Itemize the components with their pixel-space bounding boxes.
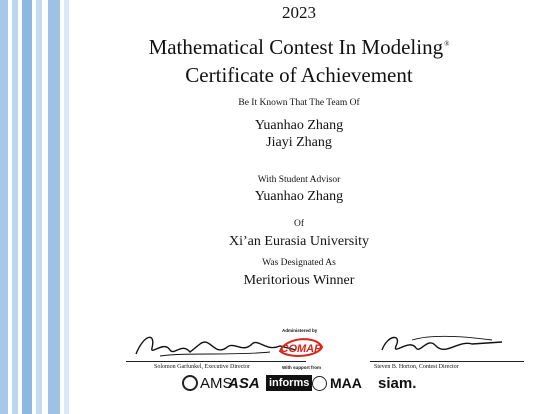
certificate-year: 2023 [282, 3, 316, 22]
border-stripe [48, 0, 60, 414]
maa-logo-text: MAA [330, 375, 362, 391]
ams-logo-text: AMS [200, 374, 233, 392]
maa-logo [312, 372, 362, 394]
border-stripe [22, 0, 32, 414]
certificate-title: Certificate of Achievement [185, 63, 413, 87]
informs-logo [266, 372, 312, 394]
comap-logo [278, 335, 324, 359]
border-stripe [0, 0, 8, 414]
administered-by-label: Administered by [282, 328, 318, 333]
team-member-2: Jiayi Zhang [266, 135, 332, 150]
contest-title [74, 35, 524, 60]
registered-mark: ® [444, 40, 450, 48]
of-label: Of [293, 219, 305, 229]
support-from-label: With support from [282, 365, 321, 370]
signature-line-left [126, 361, 306, 362]
designated-intro: Was Designated As [262, 258, 336, 268]
sponsor-logos [182, 372, 482, 394]
comap-logo-text: COMAP [280, 343, 322, 355]
executive-director-signature [130, 330, 300, 360]
team-member-1: Yuanhao Zhang [254, 118, 344, 133]
border-stripe [64, 0, 69, 414]
border-stripe [12, 0, 18, 414]
border-stripe [36, 0, 42, 414]
decorative-border [0, 0, 74, 414]
designation: Meritorious Winner [243, 273, 355, 288]
certificate-body [74, 0, 554, 414]
ams-logo [182, 372, 233, 394]
siam-logo [378, 372, 416, 394]
advisor-name: Yuanhao Zhang [254, 189, 344, 204]
signature-line-right [370, 361, 524, 362]
maa-emblem-icon [312, 376, 327, 391]
siam-logo-text: siam. [378, 374, 417, 392]
advisor-intro: With Student Advisor [257, 175, 341, 185]
team-intro: Be It Known That The Team Of [238, 98, 360, 108]
asa-logo-text: ASA [228, 374, 260, 392]
asa-logo [228, 372, 260, 394]
ams-emblem-icon [182, 375, 198, 391]
contest-name: Mathematical Contest In Modeling [148, 35, 444, 59]
executive-director-caption: Solomon Garfunkel, Executive Director [154, 364, 250, 370]
contest-director-signature [372, 330, 522, 360]
university-name: Xi’an Eurasia University [229, 234, 369, 249]
contest-director-caption: Steven B. Horton, Contest Director [374, 364, 459, 370]
informs-logo-text: informs [266, 375, 312, 391]
